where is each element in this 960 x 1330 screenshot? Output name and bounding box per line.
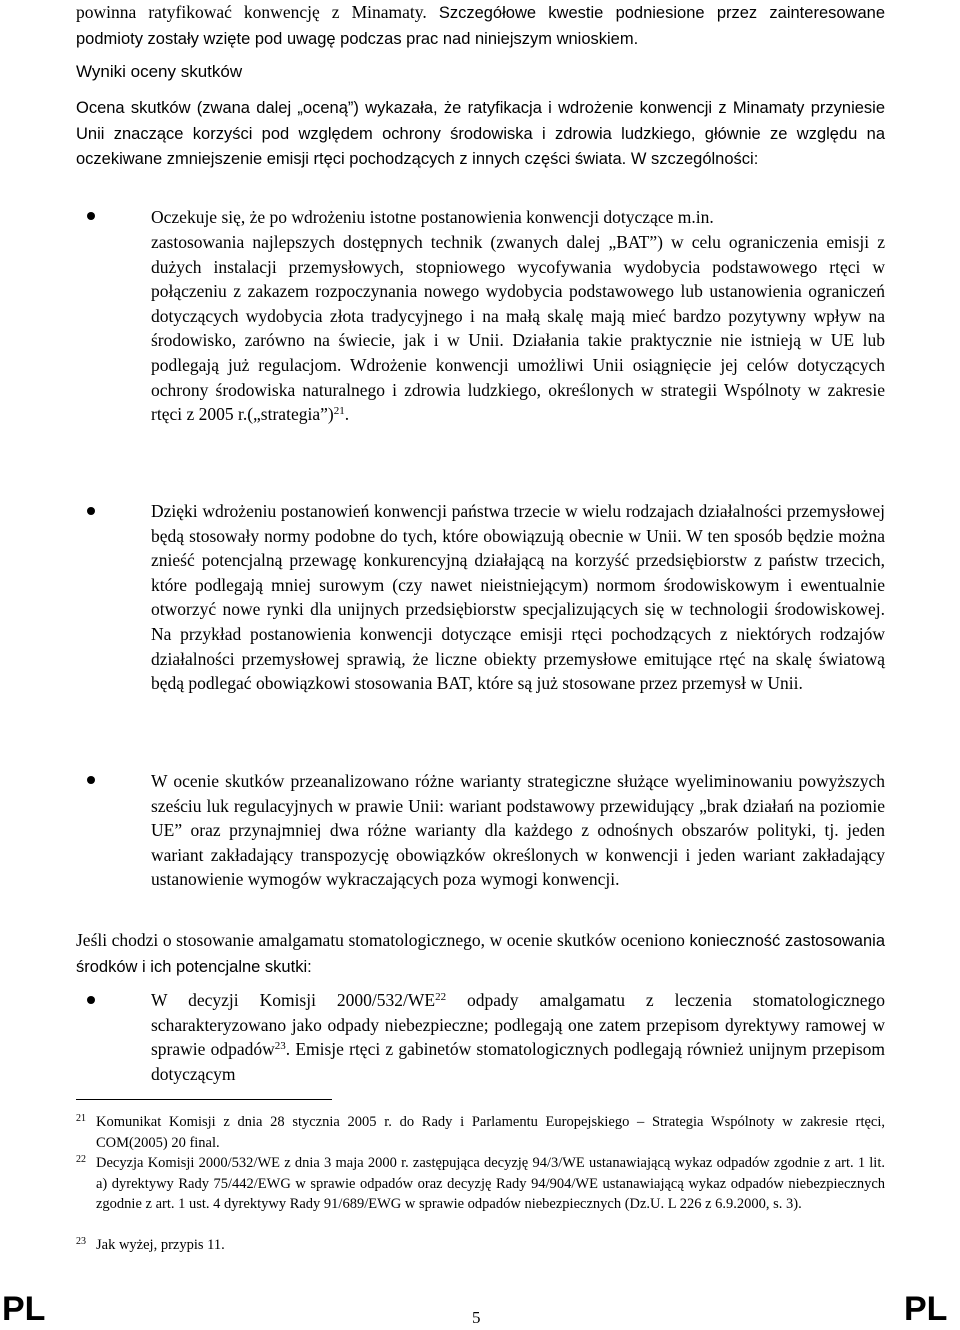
bullet-1-body — [151, 230, 885, 427]
bullet-icon — [86, 775, 96, 785]
footnote-22 — [76, 1153, 885, 1215]
footnote-21 — [76, 1112, 885, 1153]
bullet-2-text: Dzięki wdrożeniu postanowień konwencji państwa trzecie w wielu rodzajach działalności przemysłowej będą stosowały normy podobne do tych, które obowiązują obecnie w Unii. W ten sposób będzie można znieść potencjalną przewagę konkurencyjną działającą na korzyść przedsiębiorstw z państw trzecich, które podlegają mniej surowym (czy nawet nieistniejącym) normom środowiskowym i ewentualnie otworzyć nowe rynki dla unijnych przedsiębiorstw specjalizujących się w technologii środowiskowej. Na przykład postanowienia konwencji dotyczące emisji rtęci pochodzących z niektórych rodzajów działalności przemysłowej sprawią, że liczne obiekty przemysłowe emitujące rtęć na skalę światową będą podlegać obowiązkowi stosowania BAT, które są już stosowane przez przemysł w Unii. — [151, 501, 885, 694]
section-heading: Wyniki oceny skutków — [76, 62, 243, 81]
footnote-number: 22 — [76, 1154, 86, 1165]
footnote-text: Decyzja Komisji 2000/532/WE z dnia 3 maja 2000 r. zastępująca decyzję 94/3/WE ustanawiającą wykaz odpadów zgodnie z art. 1 lit. a) dyrektywy Rady 75/442/EWG w sprawie odpadów oraz decyzję Rady 94/904/WE ustanawiającą wykaz odpadów niebezpiecznych zgodnie z art. 1 ust. 4 dyrektywy Rady 91/689/EWG w sprawie odpadów niebezpiecznych (Dz.U. L 226 z 6.9.2000, s. 3). — [96, 1155, 885, 1212]
page-number: 5 — [472, 1308, 481, 1327]
amalgam-text-sans: konieczność zastosowania środków i ich potencjalne skutki: — [76, 932, 886, 976]
amalgam-paragraph — [76, 928, 885, 979]
footer-language-left: PL — [2, 1290, 46, 1328]
footer-language-right: PL — [904, 1290, 948, 1328]
bullet-1-end: . — [344, 404, 350, 425]
bullet-4-text — [151, 988, 885, 1086]
footnote-number: 23 — [76, 1236, 86, 1247]
amalgam-text-serif: Jeśli chodzi o stosowanie amalgamatu stomatologicznego, w ocenie skutków oceniono — [76, 930, 690, 950]
bullet-1-text: zastosowania najlepszych dostępnych technik (zwanych dalej „BAT”) w celu ograniczenia emisji z dużych instalacji przemysłowych, stopniowego wycofywania wydobycia podstawowego rtęci w połączeniu z zakazem rozpoczynania nowego wydobycia podstawowego lub ustanowienia ograniczeń dotyczących wydobycia złota tradycyjnego i na małą skalę mają mieć bardzo pozytywny wpływ na środowisko, zarówno na świecie, jak i w Unii. Działania takie praktycznie nie istnieją w UE lub podlegają już regulacjom. Wdrożenie konwencji umożliwi Unii osiągnięcie jej celów dotyczących ochrony środowiska naturalnego i zdrowia ludzkiego, określonych w strategii Wspólnoty w zakresie rtęci z 2005 r.(„strategia”) — [151, 232, 885, 425]
footnote-text: Komunikat Komisji z dnia 28 stycznia 2005 r. do Rady i Parlamentu Europejskiego – Strategia Wspólnoty w zakresie rtęci, COM(2005) 20 final. — [96, 1114, 885, 1151]
bullet-4-part-c: . Emisje rtęci z gabinetów stomatologicznych podlegają również unijnym przepisom dotyczącym — [151, 1039, 885, 1084]
intro-text-serif: powinna ratyfikować konwencję z Minamaty. — [76, 2, 439, 22]
intro-paragraph — [76, 0, 885, 51]
bullet-1-first-line: Oczekuje się, że po wdrożeniu istotne postanowienia konwencji dotyczące m.in. — [151, 207, 714, 227]
bullet-3-text: W ocenie skutków przeanalizowano różne warianty strategiczne służące wyeliminowaniu powyższych sześciu luk regulacyjnych w prawie Unii: wariant podstawowy przewidujący „brak działań na poziomie UE” oraz przynajmniej dwa różne warianty dla każdego z odnośnych obszarów polityki, tj. jeden wariant zakładający transpozycję obowiązków określonych w konwencji i jeden wariant zakładający ustanowienie wymogów wykraczających poza wymogi konwencji. — [151, 771, 885, 890]
footnote-ref-22[interactable]: 22 — [435, 991, 447, 1003]
intro-text-sans: Szczegółowe kwestie podniesione przez zainteresowane podmioty zostały wzięte pod uwagę podczas prac nad niniejszym wnioskiem. — [76, 4, 885, 48]
bullet-icon — [86, 506, 96, 516]
impact-text-tail: W szczególności: — [626, 150, 759, 169]
footnote-ref-23[interactable]: 23 — [274, 1040, 286, 1053]
footnote-number: 21 — [76, 1113, 86, 1124]
footnote-23 — [76, 1235, 885, 1256]
impact-text-sans: Ocena skutków (zwana dalej „oceną”) wykazała, że ratyfikacja i wdrożenie konwencji z Minamaty przyniesie Unii znaczące korzyści pod względem ochrony środowiska i zdrowia ludzkiego, głównie ze względu na oczekiwane zmniejszenie emisji rtęci pochodzących z innych części świata. — [76, 99, 885, 169]
footnote-text: Jak wyżej, przypis 11. — [96, 1237, 225, 1253]
bullet-4-part-b: odpady amalgamatu z leczenia stomatologicznego scharakteryzowano jako odpady niebezpieczne; podlegają one zatem przepisom dyrektywy ramowej w sprawie odpadów — [151, 990, 885, 1060]
footnote-separator — [76, 1099, 332, 1100]
bullet-4-part-a: W decyzji Komisji 2000/532/WE — [151, 990, 436, 1010]
impact-paragraph — [76, 95, 885, 172]
footnote-ref-21[interactable]: 21 — [333, 405, 345, 418]
bullet-icon — [86, 211, 96, 221]
bullet-icon — [86, 995, 96, 1005]
